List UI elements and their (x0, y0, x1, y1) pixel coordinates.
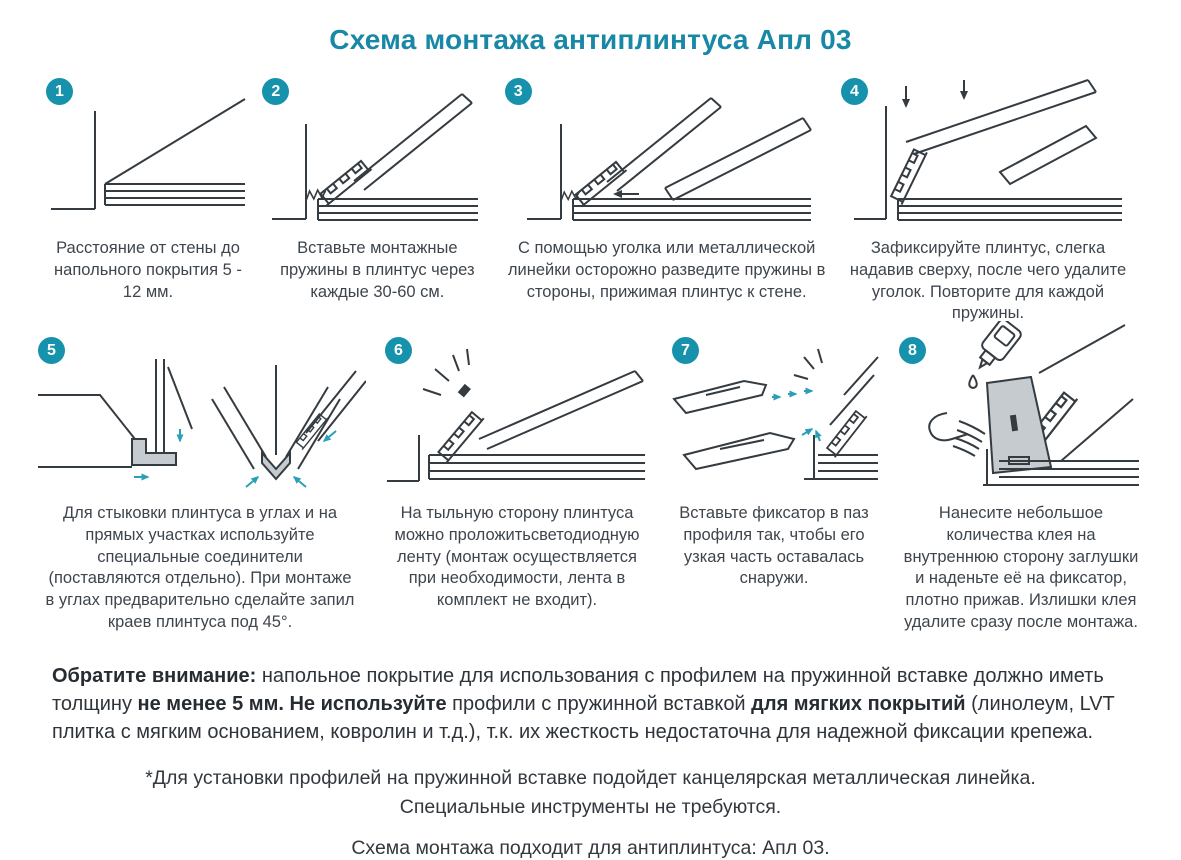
footnote (26, 764, 1155, 823)
removed-ruler (1000, 126, 1096, 184)
metal-ruler (665, 118, 811, 200)
step-5 (34, 337, 366, 634)
profile-cross-section (295, 412, 328, 449)
plinth-board (607, 98, 721, 191)
step-7 (668, 337, 880, 590)
glue-drop (969, 375, 977, 388)
attention-bold-3: для мягких покрытий (751, 693, 966, 716)
profile-cross-section (825, 409, 866, 457)
panel-diagonal (105, 99, 245, 184)
step-1 (42, 78, 254, 303)
step-8 (895, 337, 1147, 634)
corner-connector-wedge (262, 453, 290, 479)
step-2-caption: Вставьте монтажные пружины в плинтус через каждые 30-60 см. (280, 239, 475, 301)
teal-arrow (294, 477, 306, 487)
floor-covering-layers (573, 199, 811, 220)
plinth-board (479, 371, 643, 449)
teal-arrow (246, 477, 258, 487)
step-3-caption: С помощью уголка или металлической линейки осторожно разведите пружины в стороны, прижимая плинтус к стене. (507, 239, 826, 301)
step-7-number-badge: 7 (672, 337, 699, 364)
profile-end-view (156, 359, 192, 453)
step-3 (501, 78, 833, 303)
fixator-slot (706, 387, 740, 395)
profile-cross-section (890, 147, 927, 205)
step-1-number-badge: 1 (46, 78, 73, 105)
step-8-number-badge: 8 (899, 337, 926, 364)
attention-bold-2: не менее 5 мм. Не используйте (137, 693, 447, 716)
light-rays (794, 349, 822, 379)
led-strip (458, 384, 471, 398)
floor-covering-layers (429, 455, 645, 479)
step-4-caption: Зафиксируйте плинтус, слегка надавив сверху, после чего удалите уголок. Повторите для каждой пружины. (849, 239, 1127, 323)
endcap (987, 377, 1051, 473)
steps-row-2 (34, 337, 1147, 634)
mounting-spring (559, 188, 581, 203)
attention-text-2: профили с пружинной вставкой (446, 693, 752, 716)
step-4-number-badge: 4 (841, 78, 868, 105)
floor-covering-layers (105, 184, 245, 205)
led-strip-drawing (383, 343, 651, 493)
step-2-number-badge: 2 (262, 78, 289, 105)
step-5-number-badge: 5 (38, 337, 65, 364)
straight-connector (132, 439, 176, 465)
floor-covering-layers (318, 199, 478, 220)
step-6-number-badge: 6 (385, 337, 412, 364)
floor-covering-layers (804, 455, 878, 479)
plinth-board (354, 94, 472, 190)
attention-bold-1: Обратите внимание: (52, 664, 257, 687)
insert-fixator-drawing (668, 337, 880, 493)
footnote-line-1: *Для установки профилей на пружинной вставке подойдет канцелярская металлическая линейка. (145, 766, 1036, 789)
attention-text-3: (линолеум, LVT плитка с мягким основанием, ковролин и т.д.), т.к. их жесткость недостаточна для надежной фиксации крепежа. (52, 693, 1115, 744)
step-3-number-badge: 3 (505, 78, 532, 105)
attention-note (52, 662, 1129, 747)
step-7-caption: Вставьте фиксатор в паз профиля так, чтобы его узкая часть оставалась снаружи. (679, 504, 869, 588)
hand (929, 413, 968, 440)
fixator (674, 381, 766, 413)
step-8-caption: Нанесите небольшое количества клея на внутреннюю сторону заглушки и наденьте её на фиксатор, плотно прижав. Излишки клея удалите сразу после монтажа. (903, 504, 1139, 631)
teal-arrow (802, 429, 812, 435)
press-fix-remove-ruler-drawing (848, 78, 1128, 228)
step-6-caption: На тыльную сторону плинтуса можно проложитьсветодиодную ленту (монтаж осуществляется при необходимости, лента в комплект не входит). (394, 504, 640, 610)
insert-springs-drawing (270, 78, 484, 228)
attention-text-1: напольное покрытие для использования с профилем на пружинной вставке должно иметь толщину (52, 664, 1104, 716)
step-1-caption: Расстояние от стены до напольного покрытия 5 - 12 мм. (54, 239, 242, 301)
step-4 (837, 78, 1139, 325)
step-2 (258, 78, 496, 303)
footnote-line-2: Специальные инструменты не требуются. (399, 796, 782, 819)
page-title: Схема монтажа антиплинтуса Апл 03 (329, 24, 852, 55)
step-5-caption: Для стыковки плинтуса в углах и на прямых участках используйте специальные соединители (поставляются отдельно). При монтаже в углах предварительно сделайте запил краев плинтуса под 45°. (45, 504, 355, 631)
spread-springs-ruler-drawing (515, 78, 819, 228)
mounting-spring (305, 186, 328, 202)
corner-connectors-drawing (34, 337, 366, 493)
compatibility-line: Схема монтажа подходит для антиплинтуса: Апл 03. (351, 837, 830, 860)
steps-row-1 (42, 78, 1139, 325)
glue-endcap-drawing (899, 321, 1143, 493)
glue-bottle (970, 321, 1023, 375)
plinth-board (1039, 325, 1133, 461)
corner-left-board (212, 387, 266, 469)
wall-floor-gap-drawing (43, 83, 253, 228)
plinth-board (906, 80, 1096, 154)
floor-covering-layers (898, 199, 1122, 220)
floor-edge (38, 395, 146, 453)
fixator (684, 433, 794, 469)
step-6 (381, 337, 653, 612)
teal-arrow (816, 431, 820, 441)
